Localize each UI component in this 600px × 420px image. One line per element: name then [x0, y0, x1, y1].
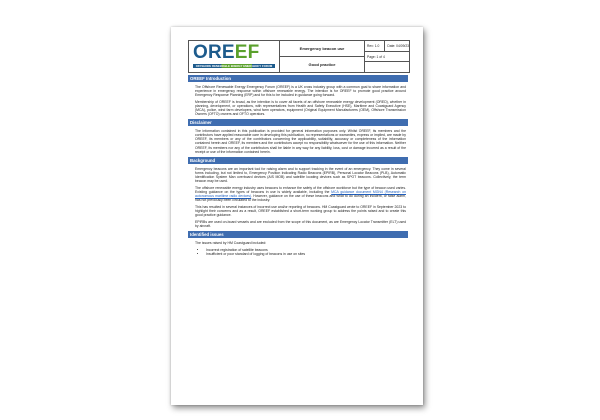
document-header: [188, 40, 410, 73]
list-item: • Insufficient or poor standard of logging of beacons in use on sites: [206, 252, 406, 256]
oreef-logo: [189, 41, 280, 72]
intro-paragraph-2: Membership of OREEF is broad, as the intention is to cover all facets of an offshore renewable energy development (ORED), whether in planning, development, or operations, with representatives from Health and Safety Executive (HSE), Maritime and Coastguard Agency (MCA), police, wind farm developers, wind farm operators, equipment (Original Equipment Manufacturers (OEM), Offshore Transmission Owners (OFTO) owners and OFTO operators.: [195, 100, 406, 117]
revision-label: Rev: 1.0: [367, 43, 380, 48]
meta-row-rev-date: [365, 41, 409, 52]
page-number: Page: 1 of 4: [367, 54, 385, 59]
header-title-block: [280, 41, 365, 72]
logo-wordmark: OREEF: [193, 42, 260, 63]
section-heading-introduction: OREEF Introduction: [188, 75, 408, 82]
document-subtitle: Good practice: [308, 62, 336, 67]
date-label: Date: 04/09/23: [384, 41, 409, 51]
background-paragraph-1: Emergency beacons are an important tool for raising alarm and to support tracking in the event of an emergency. They come in several forms including, but not limited to, Emergency Position Indicating Radio Beacons (EPIRB), Personal Locator Beacons (PLB), Automatic Identification System Man overboard devices (AIS MOB) and satellite locating devices such as SPOT beacons. Collectively, the term beacon may be used.: [195, 166, 406, 183]
background-paragraph-4: EPIRBs are used on-board vessels and are excluded from the scope of this document, as are Emergency Locator Transmitter (ELT) used by aircraft.: [195, 220, 406, 229]
background-p2-text-after: . However, guidance on the use of these beacons and what to do during an incident, or false alarm, has not previously been circulated to the industry.: [195, 193, 406, 202]
meta-row-page: [365, 52, 409, 63]
section-heading-background: Background: [188, 157, 408, 164]
section-heading-disclaimer: Disclaimer: [188, 119, 408, 126]
background-p2-text-before: The offshore renewable energy industry uses beacons to enhance the safety of the offshore workforce but the type of beacon used varies. Existing guidance on the types of beacons in use is widely available, including the: [195, 185, 406, 194]
section-heading-identified-issues: Identified issues: [188, 231, 408, 238]
intro-paragraph-1: The Offshore Renewable Energy Emergency Forum (OREEF) is a UK cross industry group with a common goal to share information and experience in emergency response within offshore renewable energy. The intention is for OREEF to promote good practice around Emergency Response Planning (ERP) and for this to be included in guidance going forward.: [195, 85, 406, 98]
issues-intro: The issues raised by HM Coastguard included:: [195, 241, 267, 246]
document-page: [171, 27, 423, 405]
document-body: [188, 75, 408, 258]
background-paragraph-2: [195, 186, 406, 202]
header-meta-block: [365, 41, 409, 72]
document-title: Emergency beacon use: [280, 41, 364, 57]
mca-guidance-link[interactable]: MCA guidance document MGN4 (Research on autonomous maritime radio devices): [195, 189, 406, 198]
background-paragraph-3: This has resulted in several instances of incorrect use and/or reporting of beacons. HM Coastguard wrote to OREEF in September 2023 to highlight their concerns and as a result, OREEF established a short-term working group to address the points raised and to create this good practice guidance.: [195, 204, 406, 218]
meta-row-empty: [365, 62, 409, 72]
issues-list: [206, 248, 406, 256]
list-item: • Incorrect registration of satellite beacons: [206, 248, 406, 252]
disclaimer-paragraph: The information contained in this publication is provided for general information purposes only. Whilst OREEF, its members and the contributors have applied reasonable care in developing this publication, no representations or warranties, express or implied, are made by OREEF, its members or any of the contributors concerning the applicability, suitability, accuracy or completeness of the information contained herein and OREEF, its members and the contributors accept no responsibility whatsoever for the use of this information. Neither OREEF, its members nor any of the contributors shall be liable in any way for any liability, loss, cost or damage incurred as a result of the receipt or use of the information contained herein.: [195, 129, 406, 154]
logo-tagline: OFFSHORE RENEWABLE ENERGY EMERGENCY FORUM: [193, 64, 275, 68]
